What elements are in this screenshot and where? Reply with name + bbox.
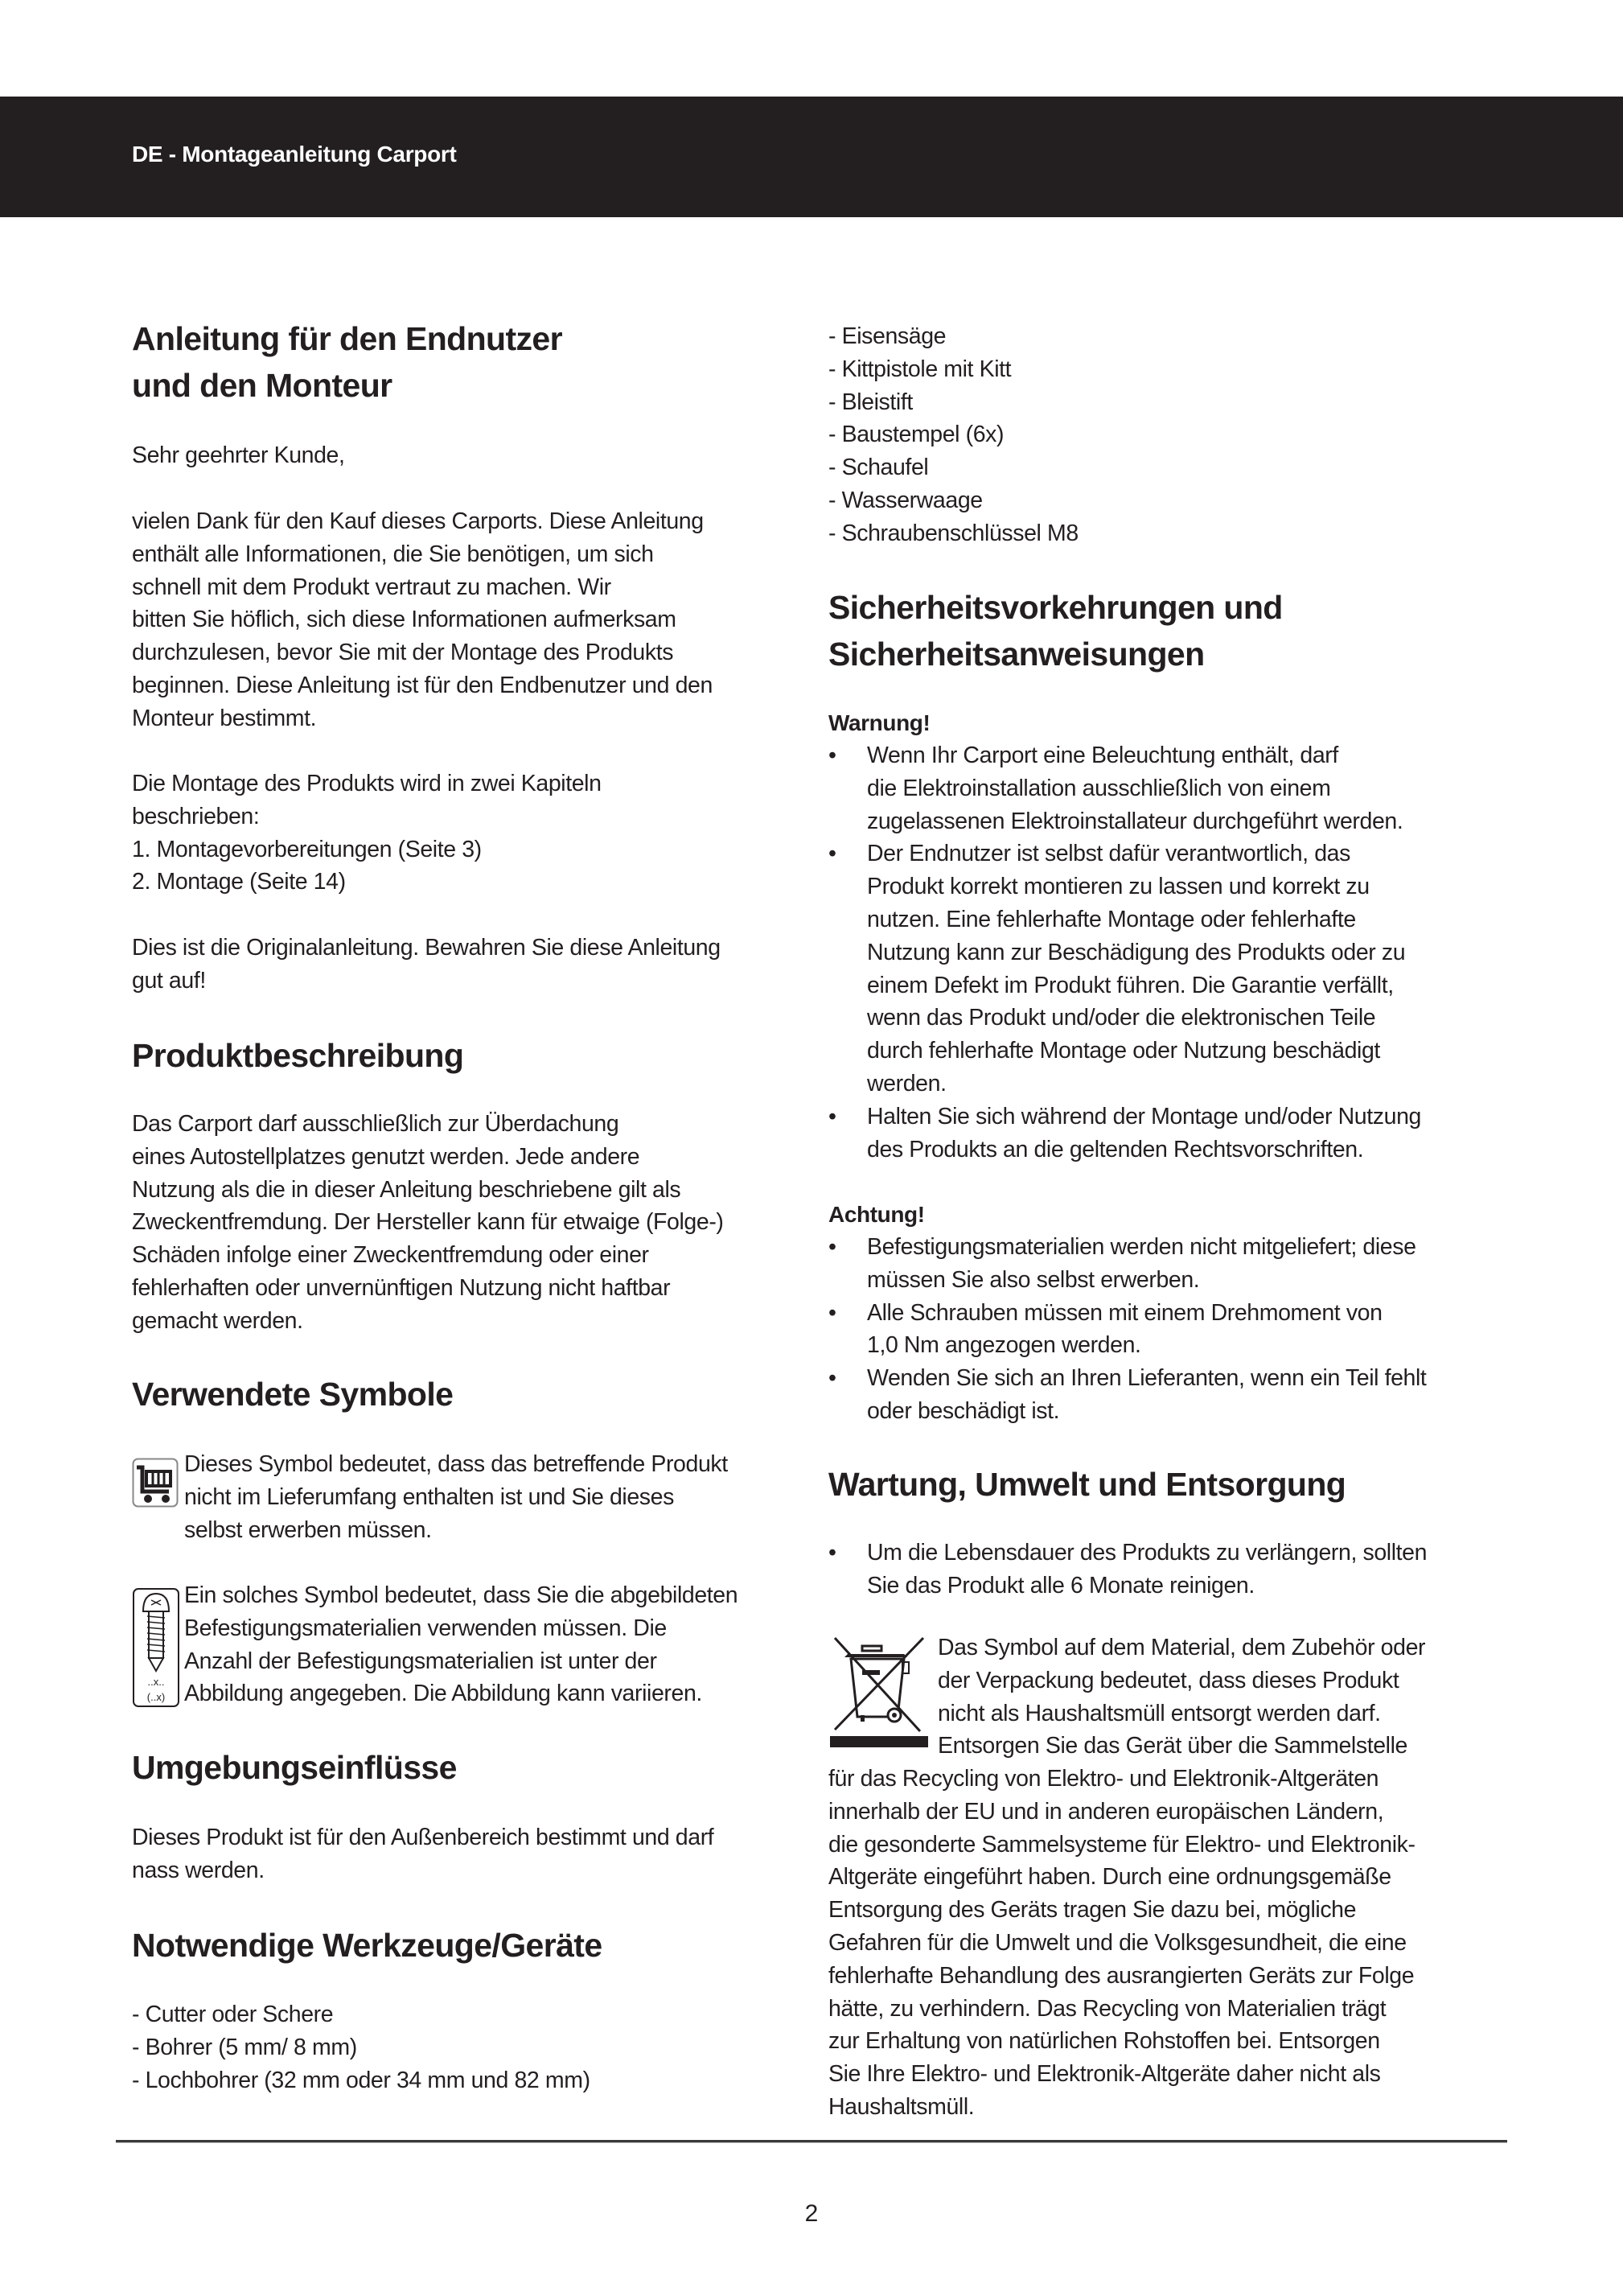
caution-item: • Wenden Sie sich an Ihren Lieferanten, wenn ein Teil fehlt oder beschädigt ist.: [828, 1362, 1504, 1428]
screw-icon-spare-label: (..x): [146, 1691, 166, 1703]
warning-list: [828, 739, 1504, 1166]
chapter-1-link: 1. Montagevorbereitungen (Seite 3): [132, 836, 482, 862]
screw-symbol-description: Ein solches Symbol bedeutet, dass Sie die abgebildeten Befestigungsmaterialien verwenden müssen. Die Anzahl der Befestigungsmaterialien ist unter der Abbildung angegeben. Die Abbildung kann variieren.: [184, 1582, 738, 1707]
maintenance-list: [828, 1537, 1504, 1603]
original-paragraph: Dies ist die Originalanleitung. Bewahren Sie diese Anleitung gut auf!: [132, 935, 721, 994]
intro-paragraph: vielen Dank für den Kauf dieses Carports. Diese Anleitung enthält alle Informationen, die Sie benötigen, um sich schnell mit dem Produkt vertraut zu machen. Wir bitten Sie höflich, sich diese Informationen aufmerksam durchzulesen, bevor Sie mit der Montage des Produkts beginnen. Diese Anleitung ist für den Endbenutzer und den Monteur bestimmt.: [132, 508, 713, 731]
tool-item: - Lochbohrer (32 mm oder 34 mm und 82 mm): [132, 2067, 590, 2093]
weee-paragraph: für das Recycling von Elektro- und Elektronik-Altgeräten innerhalb der EU und in anderen europäischen Ländern, die gesonderte Sammelsysteme für Elektro- und Elektronik- Altgeräte eingeführt haben. Durch eine ordnungsgemäße Entsorgung des Geräts tragen Sie dazu bei, mögliche Gefahren für die Umwelt und die Volksgesundheit, die eine fehlerhafte Behandlung des ausrangierten Geräts zur Folge hätte, zu verhindern. Das Recycling von Materialien trägt zur Erhaltung von natürlichen Rohstoffen bei. Entsorgen Sie Ihre Elektro- und Elektronik-Altgeräte daher nicht als Haushaltsmüll.: [828, 1766, 1416, 2120]
caution-label: Achtung!: [828, 1202, 925, 1227]
tool-item: - Schraubenschlüssel M8: [828, 520, 1079, 546]
bullet-icon: •: [828, 1234, 836, 1260]
intro-heading: Anleitung für den Endnutzer und den Monteur: [132, 320, 562, 404]
warning-label: Warnung!: [828, 710, 931, 735]
tool-item: - Cutter oder Schere: [132, 2002, 334, 2027]
screw-icon: [132, 1587, 180, 1712]
weee-indented-paragraph: Das Symbol auf dem Material, dem Zubehör oder der Verpackung bedeutet, dass dieses Produkt nicht als Haushaltsmüll entsorgt werden darf. Entsorgen Sie das Gerät über die Sammelstelle: [938, 1635, 1426, 1759]
warning-item: • Wenn Ihr Carport eine Beleuchtung enthält, darf die Elektroinstallation ausschließlich von einem zugelassenen Elektroinstallateur durchgeführt werden.: [828, 739, 1504, 837]
tools-heading: Notwendige Werkzeuge/Geräte: [132, 1927, 602, 1964]
maintenance-heading: Wartung, Umwelt und Entsorgung: [828, 1466, 1346, 1503]
bullet-icon: •: [828, 841, 836, 867]
environment-paragraph: Dieses Produkt ist für den Außenbereich bestimmt und darf nass werden.: [132, 1825, 714, 1883]
tool-item: - Eisensäge: [828, 323, 947, 349]
chapters-paragraph: Die Montage des Produkts wird in zwei Kapiteln beschrieben: 1. Montagevorbereitungen (Seite 3) 2. Montage (Seite 14): [132, 767, 807, 899]
chapter-2-link: 2. Montage (Seite 14): [132, 869, 346, 895]
caution-list: [828, 1231, 1504, 1428]
tool-item: - Baustempel (6x): [828, 422, 1005, 448]
tool-item: - Bleistift: [828, 389, 913, 415]
tools-list-right: [828, 320, 1504, 550]
screw-icon-count-label: ..x..: [147, 1676, 165, 1688]
product-heading: Produktbeschreibung: [132, 1037, 464, 1074]
cart-symbol-description: Dieses Symbol bedeutet, dass das betreffende Produkt nicht im Lieferumfang enthalten ist und Sie dieses selbst erwerben müssen.: [184, 1451, 728, 1543]
shopping-cart-icon: [132, 1458, 179, 1512]
bullet-icon: •: [828, 1103, 836, 1129]
bullet-icon: •: [828, 1540, 836, 1566]
warning-item: • Halten Sie sich während der Montage und/oder Nutzung des Produkts an die geltenden Rechtsvorschriften.: [828, 1101, 1504, 1167]
bullet-icon: •: [828, 1365, 836, 1392]
tool-item: - Wasserwaage: [828, 487, 983, 513]
tool-item: - Kittpistole mit Kitt: [828, 356, 1012, 382]
tool-item: - Bohrer (5 mm/ 8 mm): [132, 2034, 357, 2060]
footer-divider: [116, 2140, 1507, 2143]
caution-item: • Alle Schrauben müssen mit einem Drehmoment von 1,0 Nm angezogen werden.: [828, 1297, 1504, 1363]
safety-heading: Sicherheitsvorkehrungen und Sicherheitsanweisungen: [828, 589, 1283, 673]
environment-heading: Umgebungseinflüsse: [132, 1749, 457, 1786]
bullet-icon: •: [828, 1299, 836, 1326]
tools-list-left: [132, 1998, 807, 2096]
symbols-heading: Verwendete Symbole: [132, 1376, 454, 1413]
page-number: 2: [804, 2200, 819, 2227]
crossed-out-bin-icon: [830, 1636, 928, 1753]
document-title: DE - Montageanleitung Carport: [132, 142, 457, 167]
product-paragraph: Das Carport darf ausschließlich zur Überdachung eines Autostellplatzes genutzt werden. Jede andere Nutzung als die in dieser Anleitung beschriebene gilt als Zweckentfremdung. Der Hersteller kann für etwaige (Folge-) Schäden infolge einer Zweckentfremdung oder einer fehlerhaften oder unvernünftigen Nutzung nicht haftbar gemacht werden.: [132, 1111, 724, 1334]
greeting: Sehr geehrter Kunde,: [132, 442, 345, 468]
caution-item: • Befestigungsmaterialien werden nicht mitgeliefert; diese müssen Sie also selbst erwerben.: [828, 1231, 1504, 1297]
tool-item: - Schaufel: [828, 455, 929, 481]
maintenance-item: • Um die Lebensdauer des Produkts zu verlängern, sollten Sie das Produkt alle 6 Monate reinigen.: [828, 1537, 1504, 1603]
bullet-icon: •: [828, 743, 836, 768]
warning-item: • Der Endnutzer ist selbst dafür verantwortlich, das Produkt korrekt montieren zu lassen und korrekt zu nutzen. Eine fehlerhafte Montage oder fehlerhafte Nutzung kann zur Beschädigung des Produkts oder zu einem Defekt im Produkt führen. Die Garantie verfällt, wenn das Produkt und/oder die elektronischen Teile durch fehlerhafte Montage oder Nutzung beschädigt werden.: [828, 837, 1504, 1100]
